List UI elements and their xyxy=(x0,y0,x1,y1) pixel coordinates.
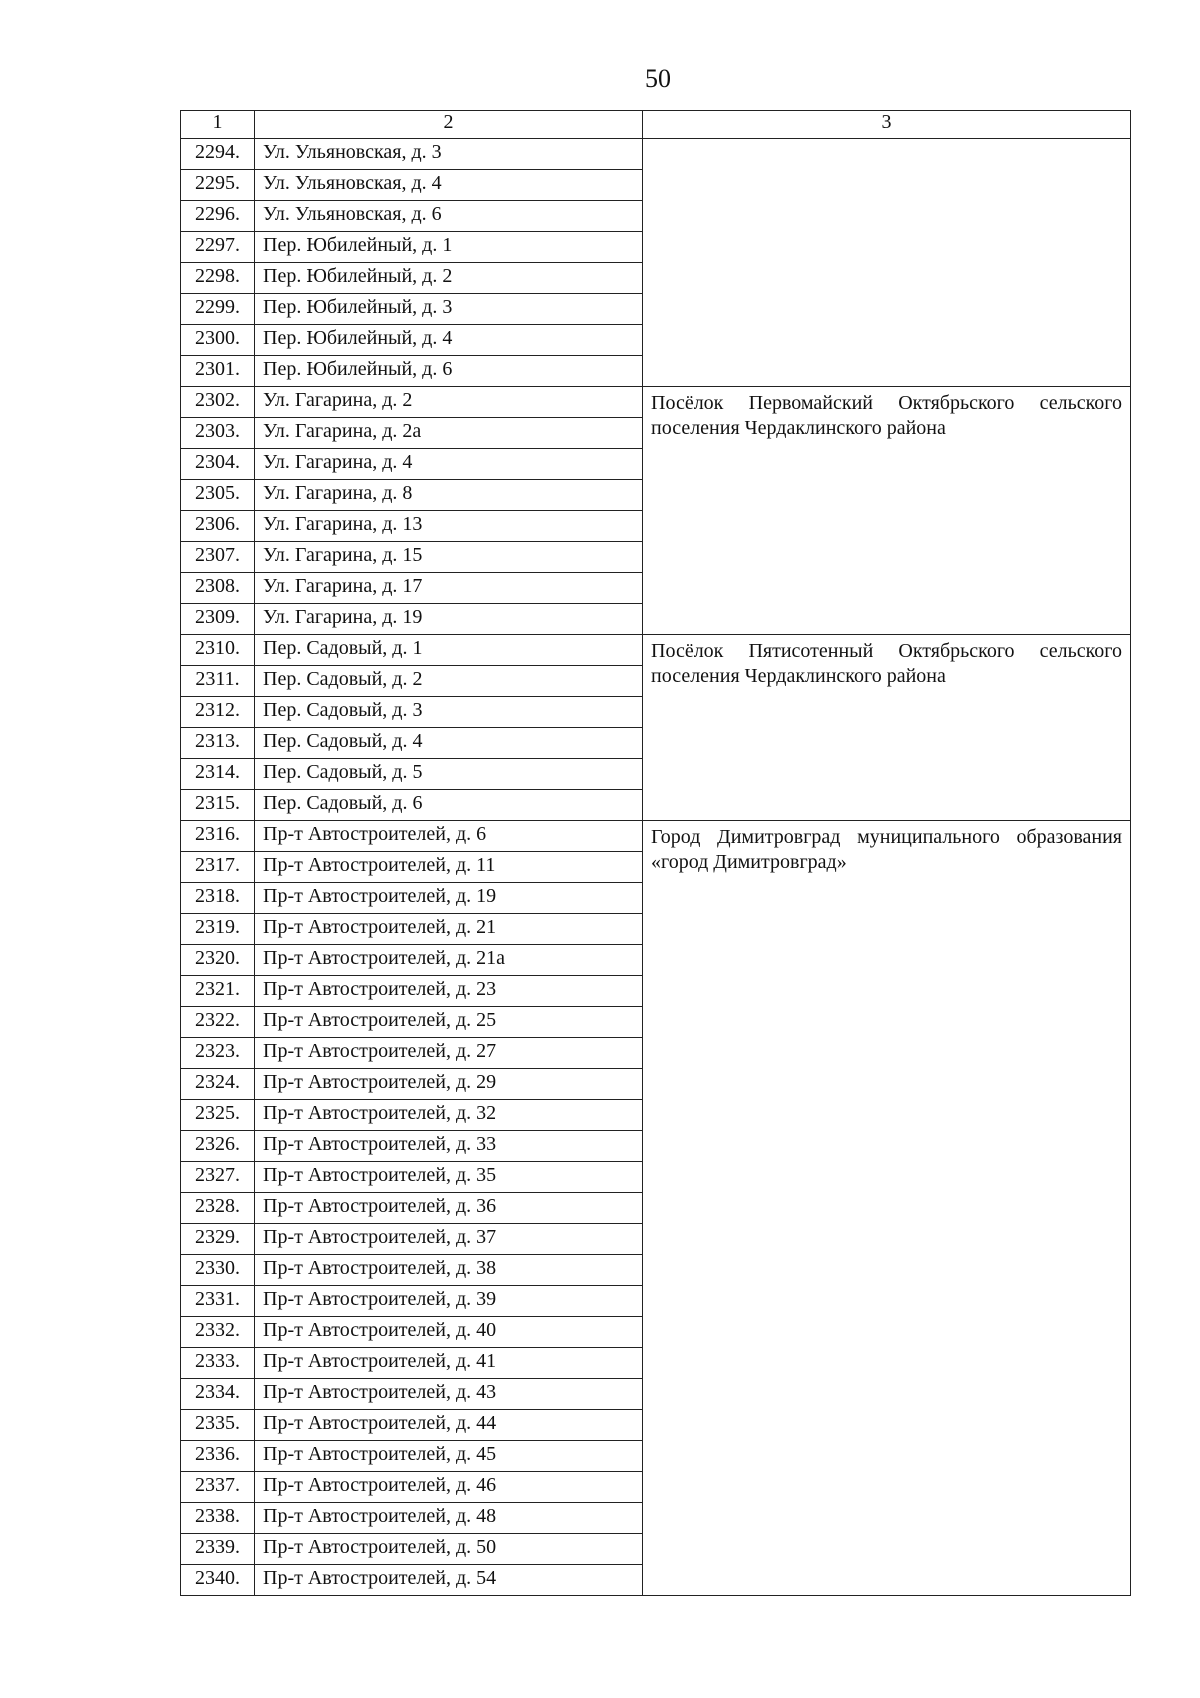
address-cell: Пер. Садовый, д. 5 xyxy=(255,759,643,790)
address-cell: Пер. Юбилейный, д. 6 xyxy=(255,356,643,387)
address-cell: Пр-т Автостроителей, д. 32 xyxy=(255,1100,643,1131)
address-cell: Ул. Гагарина, д. 13 xyxy=(255,511,643,542)
address-cell: Пр-т Автостроителей, д. 48 xyxy=(255,1503,643,1534)
row-number: 2307. xyxy=(181,542,255,573)
row-number: 2332. xyxy=(181,1317,255,1348)
row-number: 2304. xyxy=(181,449,255,480)
row-number: 2334. xyxy=(181,1379,255,1410)
row-number: 2340. xyxy=(181,1565,255,1596)
location-cell: Город Димитровград муниципального образования «город Димитровград» xyxy=(643,821,1131,1596)
row-number: 2305. xyxy=(181,480,255,511)
address-cell: Пер. Юбилейный, д. 3 xyxy=(255,294,643,325)
row-number: 2336. xyxy=(181,1441,255,1472)
table-row xyxy=(181,139,1131,170)
row-number: 2329. xyxy=(181,1224,255,1255)
row-number: 2330. xyxy=(181,1255,255,1286)
row-number: 2338. xyxy=(181,1503,255,1534)
address-cell: Ул. Гагарина, д. 8 xyxy=(255,480,643,511)
address-cell: Пр-т Автостроителей, д. 33 xyxy=(255,1131,643,1162)
address-cell: Пр-т Автостроителей, д. 23 xyxy=(255,976,643,1007)
row-number: 2303. xyxy=(181,418,255,449)
row-number: 2327. xyxy=(181,1162,255,1193)
address-cell: Пер. Садовый, д. 3 xyxy=(255,697,643,728)
row-number: 2312. xyxy=(181,697,255,728)
row-number: 2314. xyxy=(181,759,255,790)
address-cell: Пер. Юбилейный, д. 1 xyxy=(255,232,643,263)
row-number: 2299. xyxy=(181,294,255,325)
row-number: 2301. xyxy=(181,356,255,387)
row-number: 2296. xyxy=(181,201,255,232)
row-number: 2300. xyxy=(181,325,255,356)
address-cell: Пер. Садовый, д. 4 xyxy=(255,728,643,759)
address-cell: Пер. Садовый, д. 6 xyxy=(255,790,643,821)
row-number: 2316. xyxy=(181,821,255,852)
page-number: 50 xyxy=(645,64,671,93)
address-cell: Пр-т Автостроителей, д. 54 xyxy=(255,1565,643,1596)
address-cell: Пр-т Автостроителей, д. 39 xyxy=(255,1286,643,1317)
address-cell: Ул. Ульяновская, д. 6 xyxy=(255,201,643,232)
address-cell: Пр-т Автостроителей, д. 21 xyxy=(255,914,643,945)
header-col-3: 3 xyxy=(643,111,1131,139)
address-cell: Ул. Гагарина, д. 2а xyxy=(255,418,643,449)
address-cell: Пр-т Автостроителей, д. 37 xyxy=(255,1224,643,1255)
row-number: 2319. xyxy=(181,914,255,945)
row-number: 2306. xyxy=(181,511,255,542)
row-number: 2318. xyxy=(181,883,255,914)
location-cell xyxy=(643,139,1131,387)
row-number: 2339. xyxy=(181,1534,255,1565)
row-number: 2328. xyxy=(181,1193,255,1224)
address-cell: Ул. Гагарина, д. 2 xyxy=(255,387,643,418)
row-number: 2311. xyxy=(181,666,255,697)
header-col-1: 1 xyxy=(181,111,255,139)
address-cell: Пер. Садовый, д. 1 xyxy=(255,635,643,666)
row-number: 2323. xyxy=(181,1038,255,1069)
row-number: 2325. xyxy=(181,1100,255,1131)
address-cell: Пр-т Автостроителей, д. 44 xyxy=(255,1410,643,1441)
address-cell: Пр-т Автостроителей, д. 43 xyxy=(255,1379,643,1410)
address-cell: Пр-т Автостроителей, д. 50 xyxy=(255,1534,643,1565)
address-cell: Пр-т Автостроителей, д. 38 xyxy=(255,1255,643,1286)
table-row xyxy=(181,635,1131,666)
table-body xyxy=(181,139,1131,1596)
address-cell: Пр-т Автостроителей, д. 35 xyxy=(255,1162,643,1193)
row-number: 2322. xyxy=(181,1007,255,1038)
address-cell: Пр-т Автостроителей, д. 6 xyxy=(255,821,643,852)
row-number: 2324. xyxy=(181,1069,255,1100)
address-cell: Ул. Гагарина, д. 17 xyxy=(255,573,643,604)
row-number: 2302. xyxy=(181,387,255,418)
row-number: 2321. xyxy=(181,976,255,1007)
row-number: 2320. xyxy=(181,945,255,976)
address-cell: Ул. Гагарина, д. 4 xyxy=(255,449,643,480)
address-cell: Пр-т Автостроителей, д. 45 xyxy=(255,1441,643,1472)
row-number: 2333. xyxy=(181,1348,255,1379)
address-cell: Ул. Гагарина, д. 15 xyxy=(255,542,643,573)
header-col-2: 2 xyxy=(255,111,643,139)
address-cell: Пр-т Автостроителей, д. 11 xyxy=(255,852,643,883)
address-cell: Пер. Юбилейный, д. 2 xyxy=(255,263,643,294)
location-cell: Посёлок Пятисотенный Октябрьского сельского поселения Чердаклинского района xyxy=(643,635,1131,821)
address-cell: Ул. Ульяновская, д. 3 xyxy=(255,139,643,170)
row-number: 2331. xyxy=(181,1286,255,1317)
address-cell: Пр-т Автостроителей, д. 46 xyxy=(255,1472,643,1503)
table-row xyxy=(181,821,1131,852)
row-number: 2337. xyxy=(181,1472,255,1503)
row-number: 2309. xyxy=(181,604,255,635)
header-row xyxy=(181,111,1131,139)
address-cell: Ул. Гагарина, д. 19 xyxy=(255,604,643,635)
row-number: 2310. xyxy=(181,635,255,666)
row-number: 2315. xyxy=(181,790,255,821)
address-cell: Пр-т Автостроителей, д. 27 xyxy=(255,1038,643,1069)
address-cell: Пр-т Автостроителей, д. 36 xyxy=(255,1193,643,1224)
address-cell: Пр-т Автостроителей, д. 25 xyxy=(255,1007,643,1038)
row-number: 2295. xyxy=(181,170,255,201)
row-number: 2308. xyxy=(181,573,255,604)
address-cell: Ул. Ульяновская, д. 4 xyxy=(255,170,643,201)
address-cell: Пр-т Автостроителей, д. 29 xyxy=(255,1069,643,1100)
table-row xyxy=(181,387,1131,418)
row-number: 2317. xyxy=(181,852,255,883)
row-number: 2297. xyxy=(181,232,255,263)
row-number: 2326. xyxy=(181,1131,255,1162)
address-cell: Пер. Юбилейный, д. 4 xyxy=(255,325,643,356)
row-number: 2313. xyxy=(181,728,255,759)
address-cell: Пр-т Автостроителей, д. 19 xyxy=(255,883,643,914)
row-number: 2298. xyxy=(181,263,255,294)
location-cell: Посёлок Первомайский Октябрьского сельского поселения Чердаклинского района xyxy=(643,387,1131,635)
row-number: 2294. xyxy=(181,139,255,170)
address-cell: Пр-т Автостроителей, д. 21а xyxy=(255,945,643,976)
row-number: 2335. xyxy=(181,1410,255,1441)
address-cell: Пр-т Автостроителей, д. 40 xyxy=(255,1317,643,1348)
address-cell: Пер. Садовый, д. 2 xyxy=(255,666,643,697)
address-cell: Пр-т Автостроителей, д. 41 xyxy=(255,1348,643,1379)
address-table xyxy=(180,110,1131,1596)
